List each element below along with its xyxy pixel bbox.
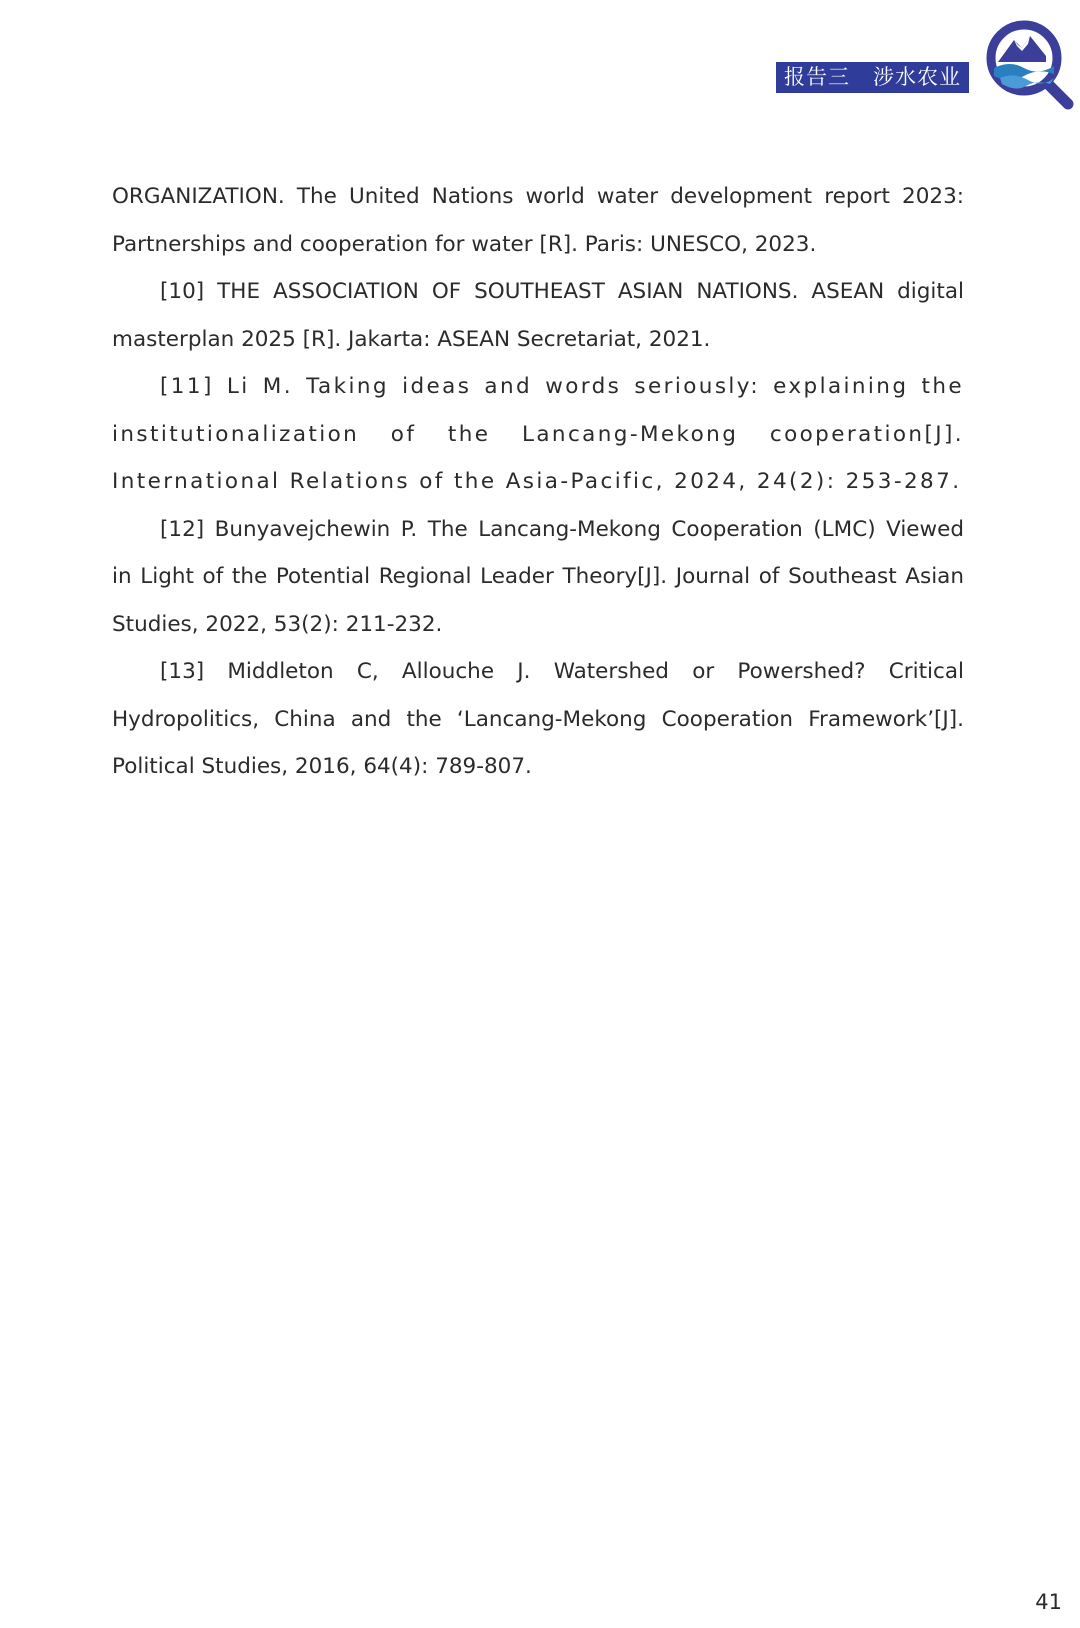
reference-item-10: [10] THE ASSOCIATION OF SOUTHEAST ASIAN NATIONS. ASEAN digital masterplan 2025 [R]. Jakarta: ASEAN Secretariat, 2021. (112, 279, 964, 352)
page-number: 41 (1035, 1590, 1062, 1614)
reference-item-13: [13] Middleton C, Allouche J. Watershed or Powershed? Critical Hydropolitics, China and the ‘Lancang-Mekong Cooperation Framework’[J]. Political Studies, 2016, 64(4): 789-807. (112, 659, 964, 779)
reference-item-12: [12] Bunyavejchewin P. The Lancang-Mekong Cooperation (LMC) Viewed in Light of the Potential Regional Leader Theory[J]. Journal of Southeast Asian Studies, 2022, 53(2): 211-232. (112, 516, 964, 637)
reference-item-11: [11] Li M. Taking ideas and words seriously: explaining the institutionalization of the Lancang-Mekong cooperation[J]. International Relations of the Asia-Pacific, 2024, 24(2): 253-287. (112, 374, 964, 494)
magnifier-mountain-logo-icon (984, 18, 1080, 114)
reference-item-continuation: ORGANIZATION. The United Nations world water development report 2023: Partnerships and cooperation for water [R]. Paris: UNESCO, 2023. (112, 184, 964, 257)
references-list (112, 173, 964, 791)
section-header-tag: 报告三 涉水农业 (776, 62, 969, 93)
